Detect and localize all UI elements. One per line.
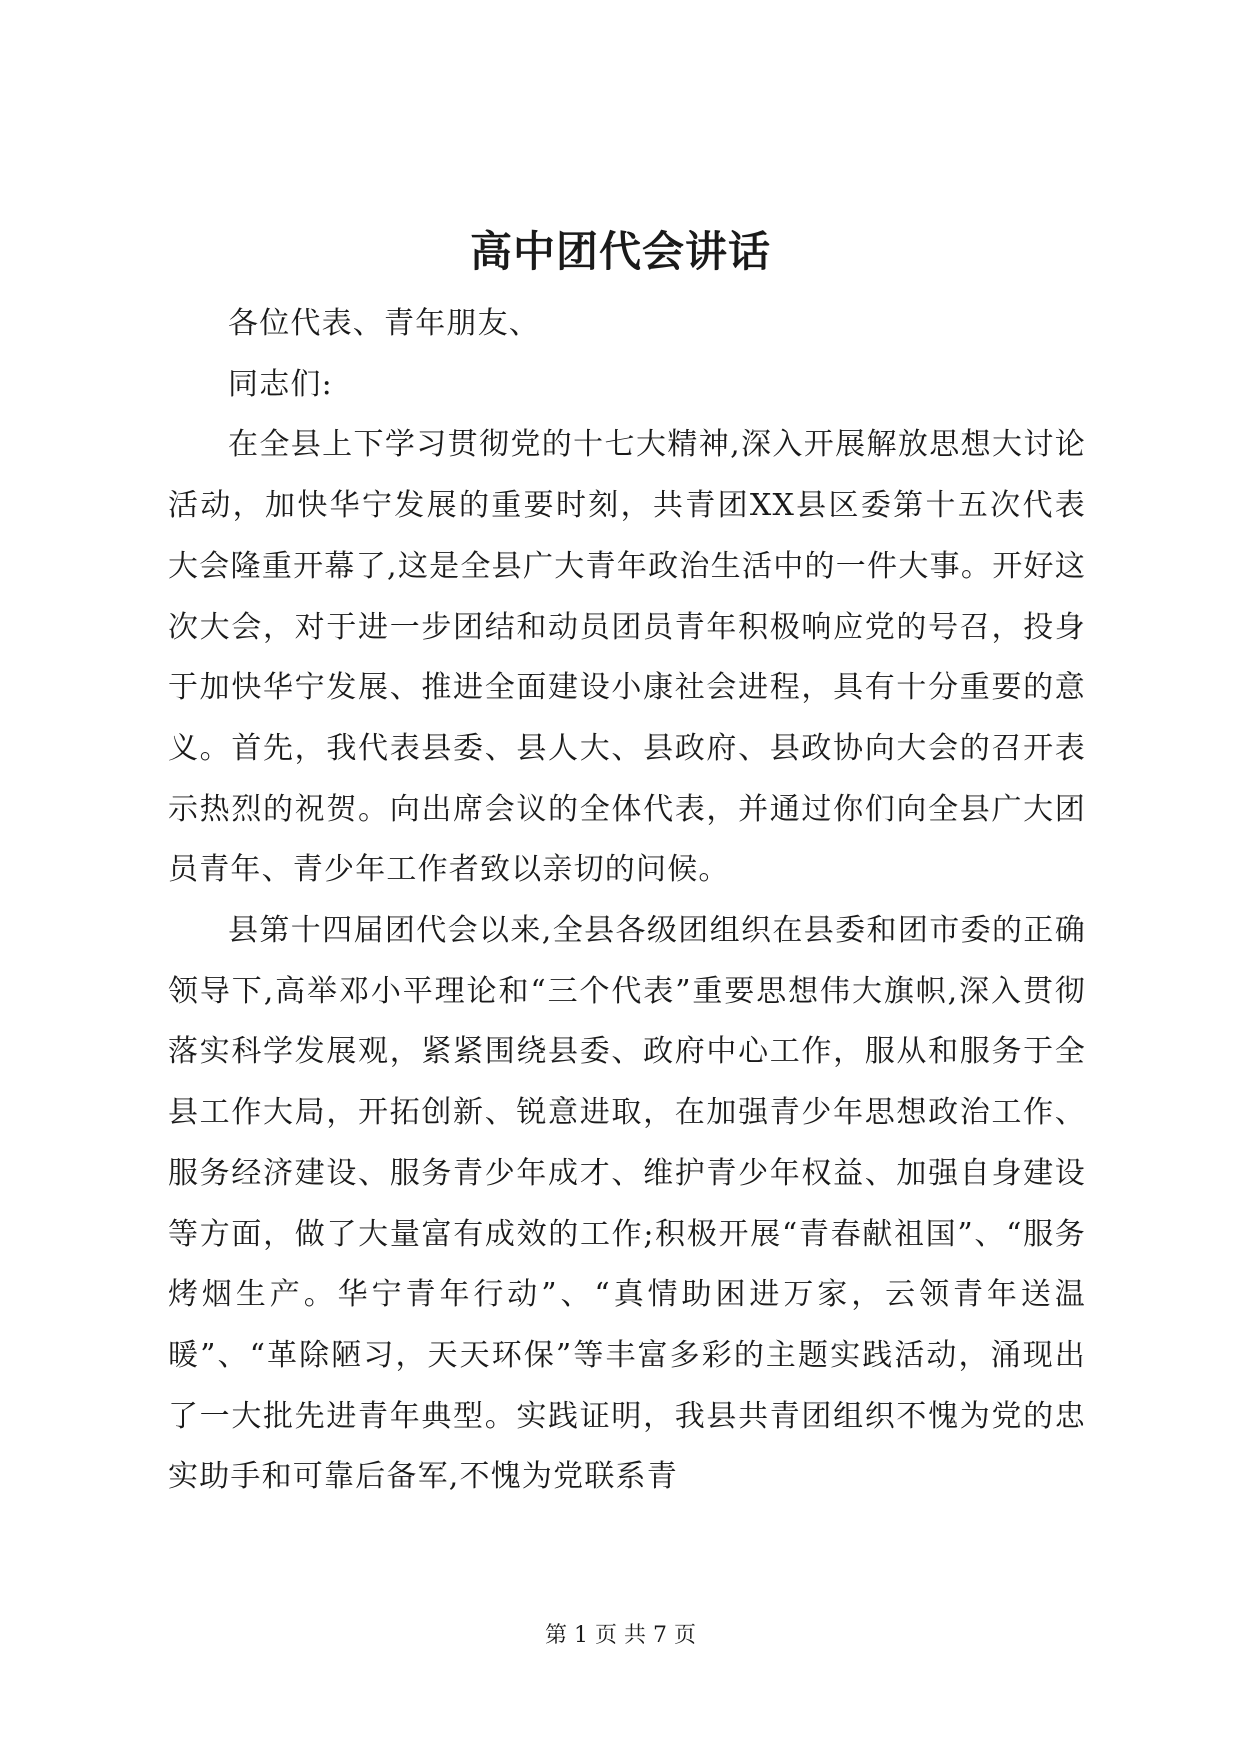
page-number-footer: 第 1 页 共 7 页 [545, 1623, 696, 1648]
paragraph-opening: 在全县上下学习贯彻党的十七大精神,深入开展解放思想大讨论活动，加快华宁发展的重要时刻，共青团XX县区委第十五次代表大会隆重开幕了,这是全县广大青年政治生活中的一件大事。开好这次大会，对于进一步团结和动员团员青年积极响应党的号召，投身于加快华宁发展、推进全面建设小康社会进程，具有十分重要的意义。首先，我代表县委、县人大、县政府、县政协向大会的召开表示热烈的祝贺。向出席会议的全体代表，并通过你们向全县广大团员青年、青少年工作者致以亲切的问候。 [168, 427, 1086, 888]
paragraph-salutation-1: 各位代表、青年朋友、 [228, 306, 540, 341]
paragraph-review: 县第十四届团代会以来,全县各级团组织在县委和团市委的正确领导下,高举邓小平理论和“三个代表”重要思想伟大旗帜,深入贯彻落实科学发展观，紧紧围绕县委、政府中心工作，服从和服务于全县工作大局，开拓创新、锐意进取，在加强青少年思想政治工作、服务经济建设、服务青少年成才、维护青少年权益、加强自身建设等方面，做了大量富有成效的工作;积极开展“青春献祖国”、“服务烤烟生产。华宁青年行动”、“真情助困进万家，云领青年送温暖”、“革除陋习，天天环保”等丰富多彩的主题实践活动，涌现出了一大批先进青年典型。实践证明，我县共青团组织不愧为党的忠实助手和可靠后备军,不愧为党联系青 [168, 913, 1086, 1495]
paragraph-salutation-2: 同志们: [228, 366, 333, 402]
document-title: 高中团代会讲话 [469, 227, 771, 276]
document-body [168, 294, 1086, 1508]
